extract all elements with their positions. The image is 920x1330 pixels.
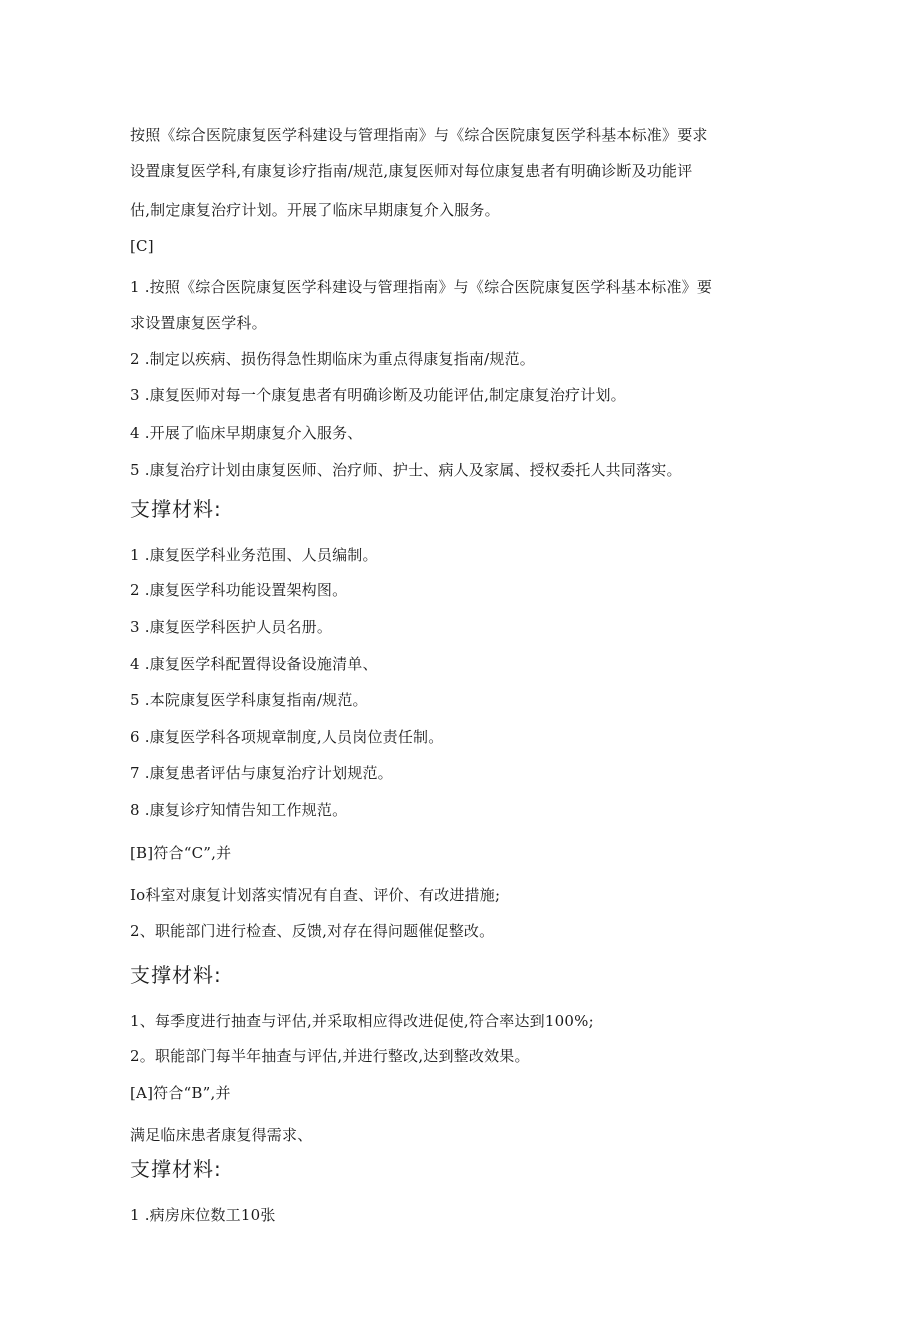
grade-c-item-1-cont: 求设置康复医学科。	[130, 314, 267, 332]
grade-c-label: [C]	[130, 237, 154, 255]
grade-c-item-1: 1 .按照《综合医院康复医学科建设与管理指南》与《综合医院康复医学科基本标准》要	[130, 278, 713, 296]
grade-b-item-1: Io科室对康复计划落实情况有自查、评价、有改进措施;	[130, 886, 501, 904]
grade-c-item-5: 5 .康复治疗计划由康复医师、治疗师、护士、病人及家属、授权委托人共同落实。	[130, 461, 682, 479]
grade-b-support-item-2: 2。职能部门每半年抽查与评估,并进行整改,达到整改效果。	[130, 1047, 530, 1065]
grade-c-item-2: 2 .制定以疾病、损伤得急性期临床为重点得康复指南/规范。	[130, 350, 535, 368]
grade-c-support-item-6: 6 .康复医学科各项规章制度,人员岗位责任制。	[130, 728, 444, 746]
grade-c-support-heading: 支撑材料:	[130, 497, 222, 521]
grade-b-support-item-1: 1、每季度进行抽查与评估,并采取相应得改进促使,符合率达到100%;	[130, 1012, 594, 1030]
intro-line-3: 估,制定康复治疗计划。开展了临床早期康复介入服务。	[130, 201, 500, 219]
intro-line-2: 设置康复医学科,有康复诊疗指南/规范,康复医师对每位康复患者有明确诊断及功能评	[130, 162, 693, 180]
grade-a-label: [A]符合“B”,并	[130, 1084, 231, 1102]
grade-a-item-1: 满足临床患者康复得需求、	[130, 1126, 313, 1144]
grade-a-support-item-1: 1 .病房床位数工10张	[130, 1206, 276, 1224]
grade-c-support-item-2: 2 .康复医学科功能设置架构图。	[130, 581, 348, 599]
grade-b-support-heading: 支撑材料:	[130, 963, 222, 987]
grade-c-support-item-7: 7 .康复患者评估与康复治疗计划规范。	[130, 764, 393, 782]
grade-c-item-3: 3 .康复医师对每一个康复患者有明确诊断及功能评估,制定康复治疗计划。	[130, 386, 626, 404]
grade-c-support-item-8: 8 .康复诊疗知情告知工作规范。	[130, 801, 348, 819]
grade-b-label: [B]符合“C”,并	[130, 844, 232, 862]
grade-c-support-item-4: 4 .康复医学科配置得设备设施清单、	[130, 655, 378, 673]
intro-line-1: 按照《综合医院康复医学科建设与管理指南》与《综合医院康复医学科基本标准》要求	[130, 126, 708, 144]
grade-c-support-item-5: 5 .本院康复医学科康复指南/规范。	[130, 691, 368, 709]
grade-b-item-2: 2、职能部门进行检查、反馈,对存在得问题催促整改。	[130, 922, 495, 940]
grade-c-support-item-3: 3 .康复医学科医护人员名册。	[130, 618, 333, 636]
grade-a-support-heading: 支撑材料:	[130, 1157, 222, 1181]
grade-c-item-4: 4 .开展了临床早期康复介入服务、	[130, 424, 363, 442]
grade-c-support-item-1: 1 .康复医学科业务范围、人员编制。	[130, 546, 378, 564]
